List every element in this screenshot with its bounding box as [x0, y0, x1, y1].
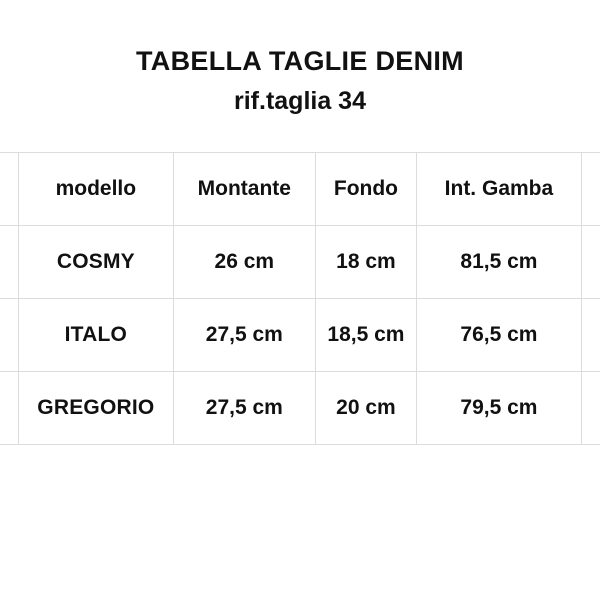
- column-header-montante: Montante: [173, 152, 315, 225]
- table-spacer-cell: [0, 371, 19, 444]
- table-spacer-cell: [581, 225, 600, 298]
- table-spacer-cell: [0, 152, 19, 225]
- cell-int-gamba: 81,5 cm: [416, 225, 581, 298]
- table-row: [0, 225, 600, 298]
- cell-montante: 27,5 cm: [173, 298, 315, 371]
- column-header-int-gamba: Int. Gamba: [416, 152, 581, 225]
- column-header-fondo: Fondo: [315, 152, 416, 225]
- table-spacer-cell: [581, 371, 600, 444]
- table-row: [0, 371, 600, 444]
- table-header-row: [0, 152, 600, 225]
- page-title: TABELLA TAGLIE DENIM: [136, 46, 464, 76]
- size-table-container: [0, 152, 600, 445]
- cell-int-gamba: 79,5 cm: [416, 371, 581, 444]
- cell-fondo: 18 cm: [315, 225, 416, 298]
- column-header-modello: modello: [19, 152, 174, 225]
- page-subtitle: rif.taglia 34: [234, 87, 366, 116]
- cell-int-gamba: 76,5 cm: [416, 298, 581, 371]
- cell-fondo: 18,5 cm: [315, 298, 416, 371]
- cell-modello: ITALO: [19, 298, 174, 371]
- cell-montante: 27,5 cm: [173, 371, 315, 444]
- table-spacer-cell: [0, 298, 19, 371]
- cell-montante: 26 cm: [173, 225, 315, 298]
- size-table: [0, 152, 600, 445]
- table-spacer-cell: [581, 152, 600, 225]
- table-spacer-cell: [581, 298, 600, 371]
- table-row: [0, 298, 600, 371]
- cell-modello: GREGORIO: [19, 371, 174, 444]
- table-spacer-cell: [0, 225, 19, 298]
- cell-modello: COSMY: [19, 225, 174, 298]
- cell-fondo: 20 cm: [315, 371, 416, 444]
